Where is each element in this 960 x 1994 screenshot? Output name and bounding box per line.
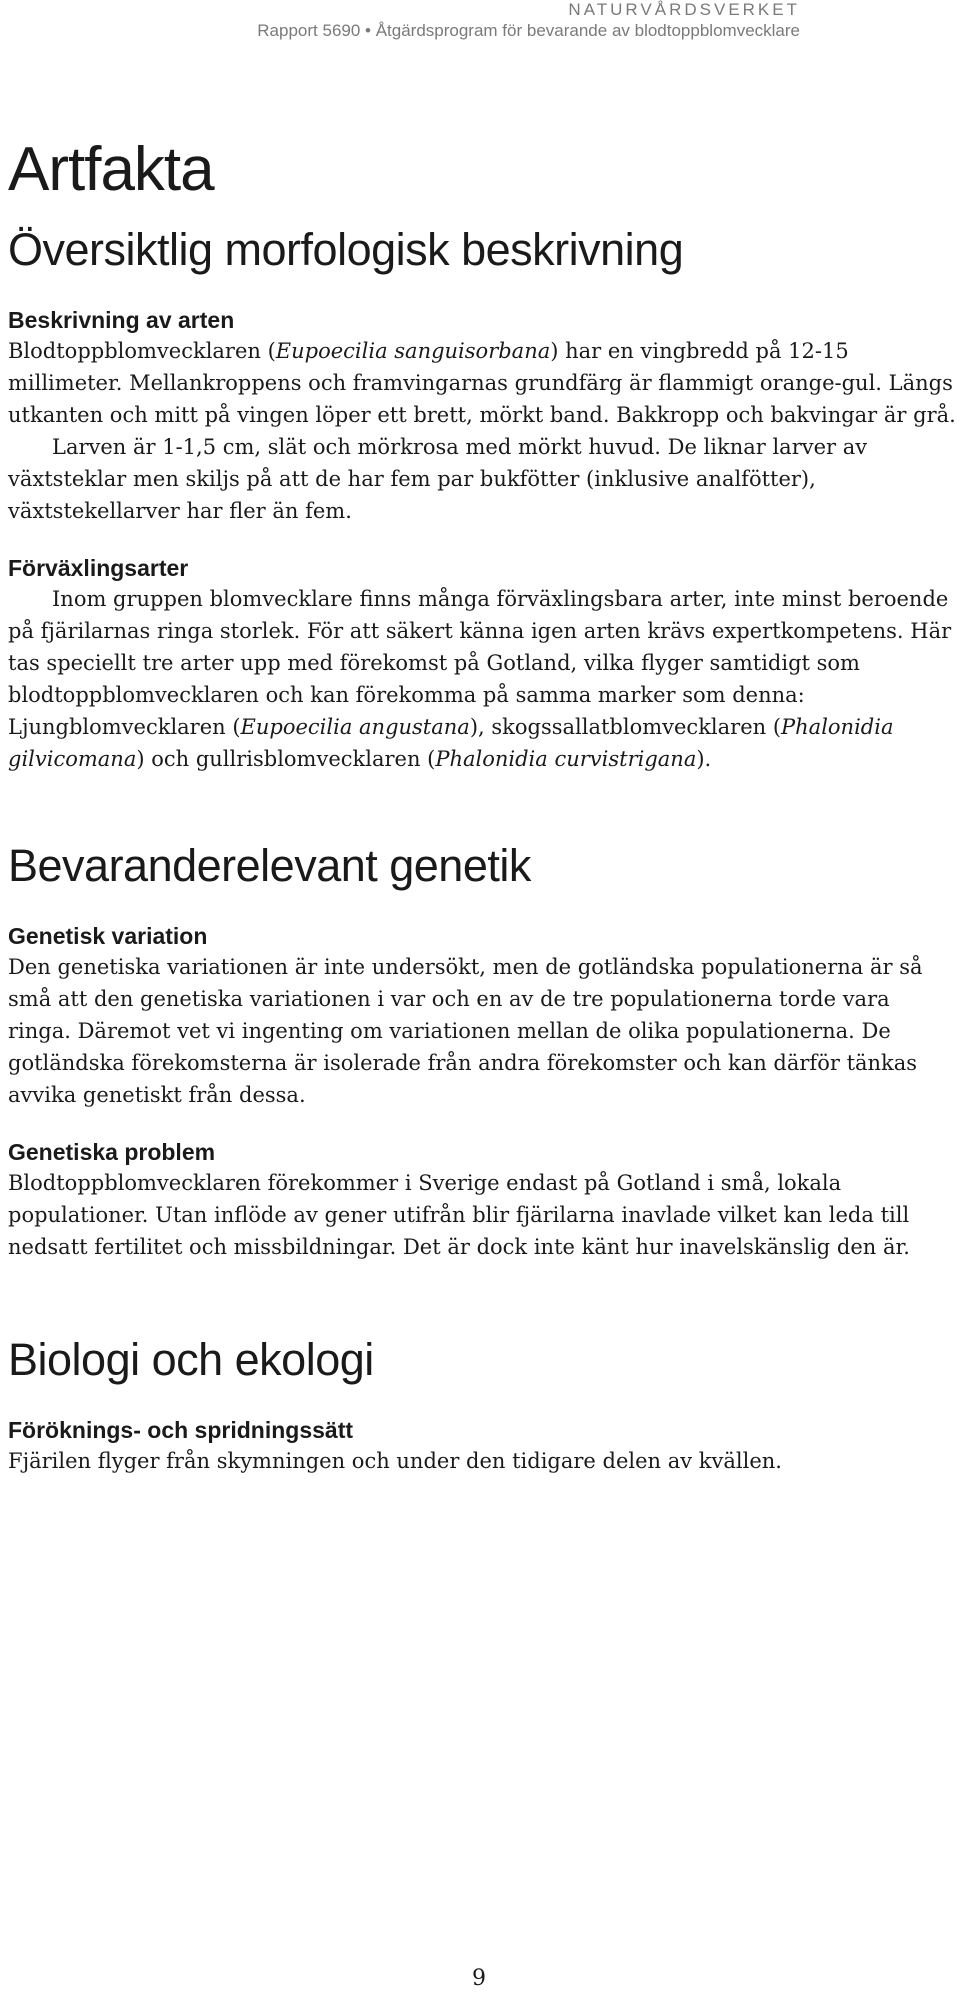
paragraph-forvaxlingsarter: Inom gruppen blomvecklare finns många förväxlingsbara arter, inte minst beroende på fjärilarnas ringa storlek. För att säkert känna igen arten krävs expertkompetens. Här tas speciellt tre arter upp med förekomst på Gotland, vilka flyger samtidigt som blodtoppblomvecklaren och kan förekomma på samma marker som denna: Ljungblomvecklaren (Eupoecilia angustana), skogssallatblomvecklaren (Phalonidia gilvicomana) och gullrisblomvecklaren (Phalonidia curvistrigana). — [8, 587, 952, 771]
paragraph-genetisk-variation: Den genetiska variationen är inte undersökt, men de gotländska populationerna är så små att den genetiska variationen i var och en av de tre populationerna torde vara ringa. Däremot vet vi ingenting om variationen mellan de olika populationerna. De gotländska förekomsterna är isolerade från andra förekomster och kan därför tänkas avvika genetiskt från dessa. — [8, 955, 923, 1107]
heading-genetisk-variation: Genetisk variation — [8, 923, 208, 949]
section-genetiska-problem — [8, 1137, 958, 1263]
heading-beskrivning: Beskrivning av arten — [8, 307, 235, 333]
section-title-biologi: Biologi och ekologi — [8, 1334, 374, 1385]
latin-name: Phalonidia curvistrigana — [435, 747, 697, 771]
section-forokning — [8, 1415, 958, 1477]
latin-name: Phalonidia gilvicomana — [8, 715, 894, 771]
section-beskrivning — [8, 305, 958, 527]
paragraph-beskrivning-2: Larven är 1-1,5 cm, slät och mörkrosa med mörkt huvud. De liknar larver av växtsteklar men skiljs på att de har fem par bukfötter (inklusive analfötter), växtstekellarver har fler än fem. — [8, 435, 868, 523]
section-title-genetik: Bevaranderelevant genetik — [8, 840, 531, 891]
section-forvaxlingsarter — [8, 553, 958, 775]
subsection-title-morfologi: Översiktlig morfologisk beskrivning — [8, 224, 684, 275]
publisher-name: NATURVÅRDSVERKET — [568, 0, 800, 19]
paragraph-beskrivning-1: Blodtoppblomvecklaren (Eupoecilia sanguisorbana) har en vingbredd på 12-15 millimeter. Mellankroppens och framvingarnas grundfärg är flammigt orange-gul. Längs utkanten och mitt på vingen löper ett brett, mörkt band. Bakkropp och bakvingar är grå. — [8, 339, 956, 427]
report-title: Rapport 5690 • Åtgärdsprogram för bevarande av blodtoppblomvecklare — [257, 21, 800, 40]
page-number: 9 — [472, 1966, 486, 1991]
page-header — [257, 0, 800, 42]
section-genetisk-variation — [8, 921, 958, 1111]
section-title-artfakta: Artfakta — [8, 135, 214, 204]
paragraph-genetiska-problem: Blodtoppblomvecklaren förekommer i Sverige endast på Gotland i små, lokala populationer. Utan inflöde av gener utifrån blir fjärilarna inavlade vilket kan leda till nedsatt fertilitet och missbildningar. Det är dock inte känt hur inavelskänslig den är. — [8, 1171, 910, 1259]
latin-name: Eupoecilia sanguisorbana — [275, 339, 551, 363]
heading-forokning: Föröknings- och spridningssätt — [8, 1417, 354, 1443]
heading-forvaxlingsarter: Förväxlingsarter — [8, 555, 189, 581]
document-body — [8, 135, 958, 1503]
paragraph-forokning: Fjärilen flyger från skymningen och under den tidigare delen av kvällen. — [8, 1449, 782, 1473]
heading-genetiska-problem: Genetiska problem — [8, 1139, 216, 1165]
latin-name: Eupoecilia angustana — [240, 715, 470, 739]
